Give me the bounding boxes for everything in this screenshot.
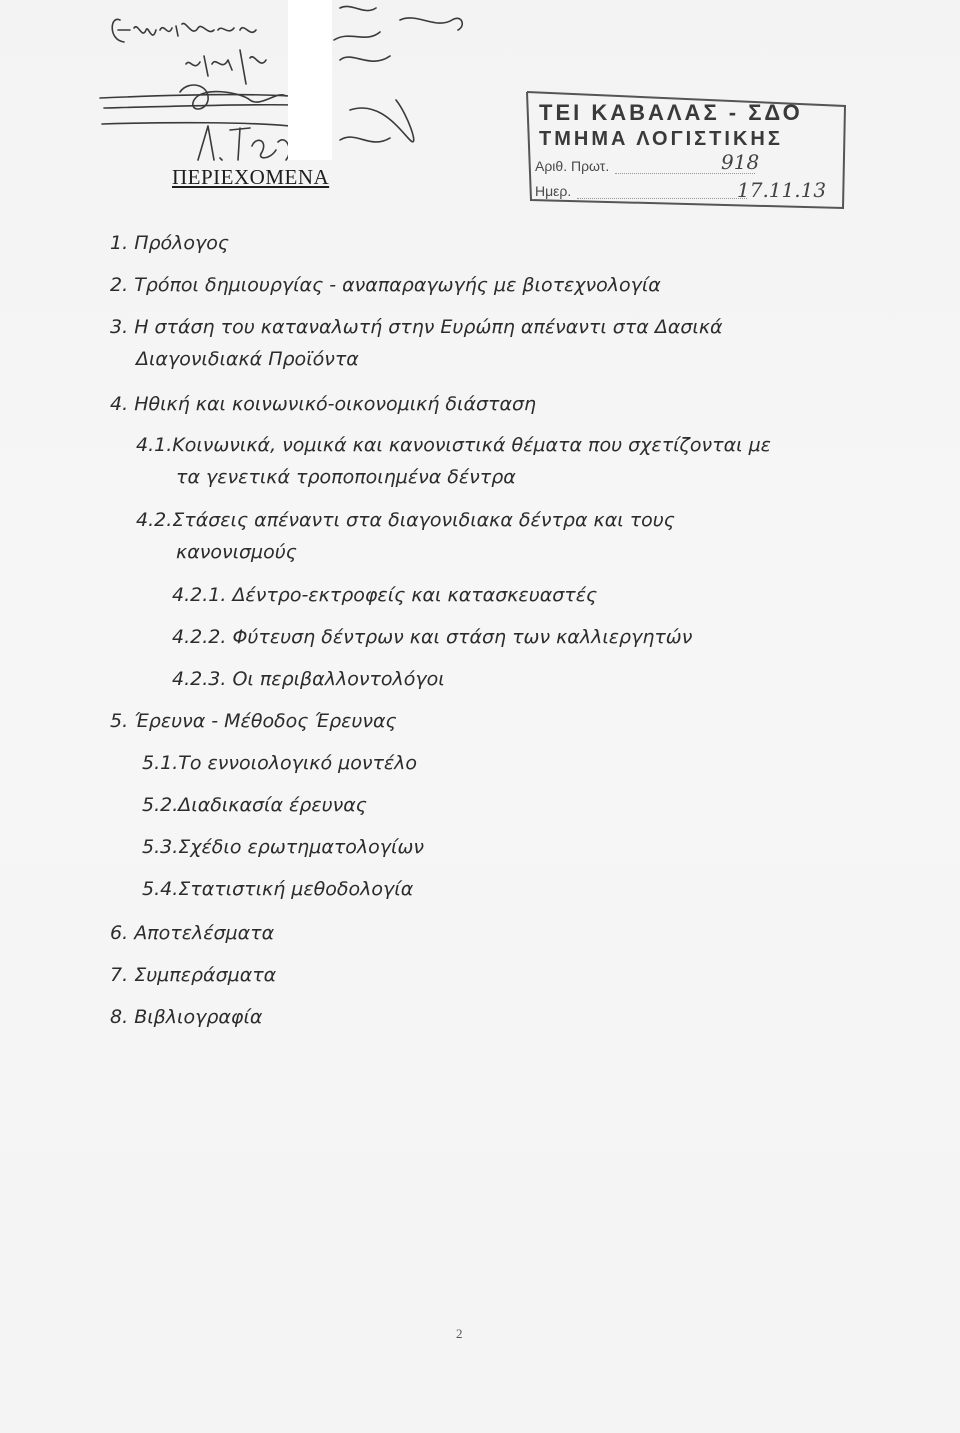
toc-number: 5.1. [142,752,179,774]
toc-number: 4. [110,393,129,415]
toc-text: τα γενετικά τροποποιημένα δέντρα [176,466,516,488]
toc-entry-4-2-continued [176,541,297,563]
stamp-line-1: ΤΕΙ ΚΑΒΑΛΑΣ - ΣΔΟ [539,100,803,125]
toc-text: Βιβλιογραφία [134,1006,263,1028]
toc-text: Δέντρο-εκτροφείς και κατασκευαστές [232,584,598,606]
toc-number: 5.2. [142,794,179,816]
registry-stamp [525,88,847,210]
toc-text: Διαγονιδιακά Προϊόντα [136,348,359,370]
toc-entry-2[interactable] [110,274,661,296]
toc-number: 1. [110,232,129,254]
stamp-dotted-line [577,198,747,199]
stamp-line-2: ΤΜΗΜΑ ΛΟΓΙΣΤΙΚΗΣ [539,128,783,150]
toc-entry-4-1[interactable] [136,434,771,456]
page-number: 2 [456,1326,463,1341]
toc-number: 6. [110,922,129,944]
toc-number: 5. [110,710,129,732]
toc-number: 5.4. [142,878,179,900]
stamp-date-value: 17.11.13 [737,178,827,202]
toc-entry-5-1[interactable] [142,752,417,774]
toc-text: Ηθική και κοινωνικό-οικονομική διάσταση [134,393,537,415]
toc-text: Σχέδιο ερωτηματολογίων [178,836,424,858]
toc-entry-4[interactable] [110,393,536,415]
toc-entry-5[interactable] [110,710,397,732]
toc-entry-5-2[interactable] [142,794,367,816]
toc-entry-8[interactable] [110,1006,262,1028]
toc-number: 4.2. [136,509,173,531]
toc-number: 4.2.3. [172,668,227,690]
toc-entry-1[interactable] [110,232,229,254]
toc-number: 4.2.2. [172,626,227,648]
toc-text: Φύτευση δέντρων και στάση των καλλιεργητών [232,626,693,648]
toc-text: Έρευνα - Μέθοδος Έρευνας [134,710,397,732]
toc-text: Πρόλογος [134,232,230,254]
toc-text: Οι περιβαλλοντολόγοι [232,668,445,690]
toc-number: 8. [110,1006,129,1028]
toc-number: 4.2.1. [172,584,227,606]
toc-text: Η στάση του καταναλωτή στην Ευρώπη απέναντι στα Δασικά [134,316,723,338]
toc-text: Στάσεις απέναντι στα διαγονιδιακα δέντρα και τους [172,509,675,531]
toc-entry-4-1-continued [176,466,516,488]
handwritten-signature [90,0,470,170]
stamp-protocol-number: 918 [721,150,760,174]
toc-entry-5-4[interactable] [142,878,413,900]
toc-entry-3[interactable] [110,316,723,338]
toc-entry-6[interactable] [110,922,274,944]
toc-entry-5-3[interactable] [142,836,424,858]
toc-entry-4-2[interactable] [136,509,675,531]
toc-entry-4-2-2[interactable] [172,626,692,648]
toc-text: Τρόποι δημιουργίας - αναπαραγωγής με βιοτεχνολογία [134,274,661,296]
toc-text: κανονισμούς [176,541,297,563]
toc-text: Το εννοιολογικό μοντέλο [178,752,418,774]
toc-entry-4-2-3[interactable] [172,668,445,690]
toc-number: 5.3. [142,836,179,858]
toc-entry-3-continued [136,348,359,370]
redaction-patch [288,0,332,160]
toc-text: Αποτελέσματα [134,922,275,944]
toc-entry-7[interactable] [110,964,276,986]
stamp-date-row [535,183,747,199]
toc-text: Συμπεράσματα [134,964,277,986]
toc-number: 4.1. [136,434,173,456]
stamp-date-label: Ημερ. [535,183,572,199]
toc-text: Στατιστική μεθοδολογία [178,878,414,900]
toc-number: 2. [110,274,129,296]
page-title: ΠΕΡΙΕΧΟΜΕΝΑ [172,165,330,189]
toc-text: Διαδικασία έρευνας [178,794,367,816]
stamp-protocol-label: Αριθ. Πρωτ. [535,158,610,174]
toc-text: Κοινωνικά, νομικά και κανονιστικά θέματα που σχετίζονται με [172,434,771,456]
toc-number: 7. [110,964,129,986]
toc-entry-4-2-1[interactable] [172,584,597,606]
toc-number: 3. [110,316,129,338]
